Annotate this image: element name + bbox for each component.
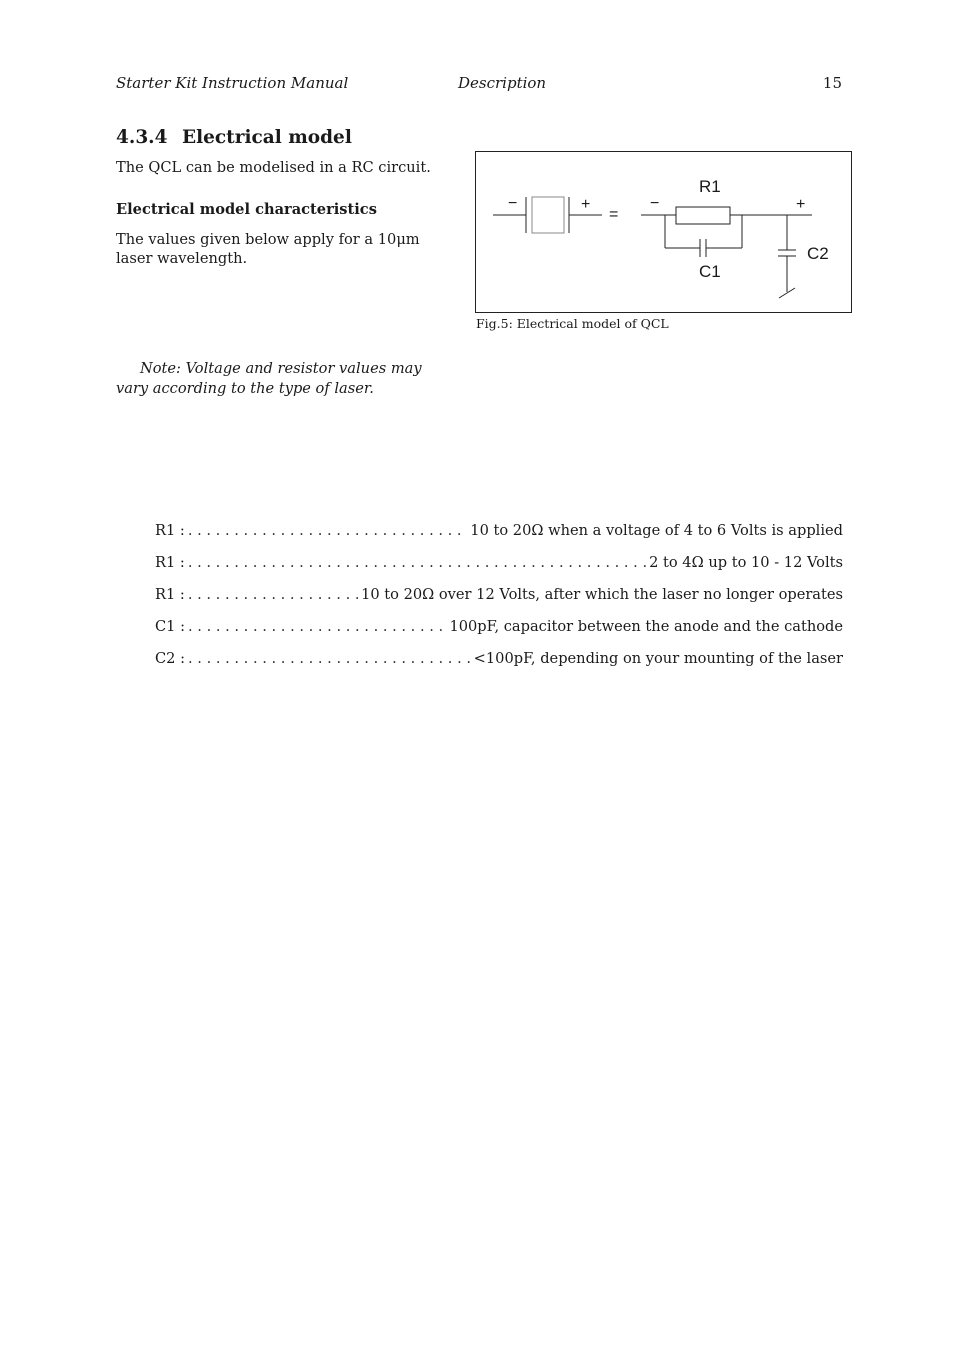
intro-paragraph: The QCL can be modelised in a RC circuit.	[116, 159, 431, 176]
qcl-body	[532, 197, 564, 233]
circuit-diagram	[476, 152, 851, 312]
label-c2: C2	[807, 244, 829, 263]
dot-leader	[188, 522, 467, 539]
list-item	[155, 650, 843, 682]
section-title: Electrical model	[182, 127, 352, 148]
subheading: Electrical model characteristics	[116, 201, 377, 218]
label-equals: =	[609, 206, 619, 223]
item-value: 100pF, capacitor between the anode and the cathode	[449, 618, 843, 635]
item-label: R1 :	[155, 586, 185, 603]
item-value: 2 to 4Ω up to 10 - 12 Volts	[649, 554, 843, 571]
label-c1: C1	[699, 262, 721, 281]
item-value: 10 to 20Ω when a voltage of 4 to 6 Volts is applied	[470, 522, 843, 539]
running-header-section: Description	[458, 74, 547, 92]
note-paragraph: Note: Voltage and resistor values may vary according to the type of laser.	[116, 360, 422, 397]
item-label: C2 :	[155, 650, 186, 667]
item-label: C1 :	[155, 618, 186, 635]
list-item	[155, 586, 843, 618]
label-minus-right: −	[650, 195, 660, 212]
figure-caption: Fig.5: Electrical model of QCL	[476, 316, 669, 331]
running-header-title: Starter Kit Instruction Manual	[116, 74, 349, 92]
dot-leader	[188, 650, 471, 667]
list-item	[155, 618, 843, 650]
item-label: R1 :	[155, 522, 185, 539]
label-minus-left: −	[508, 195, 518, 212]
label-plus-right: +	[796, 196, 806, 213]
item-value: 10 to 20Ω over 12 Volts, after which the laser no longer operates	[361, 586, 843, 603]
values-paragraph: The values given below apply for a 10μm laser wavelength.	[116, 231, 420, 267]
list-item	[155, 554, 843, 586]
page-number: 15	[822, 74, 842, 92]
list-item	[155, 522, 843, 554]
dot-leader	[188, 618, 446, 635]
section-heading	[116, 127, 352, 148]
item-value: <100pF, depending on your mounting of the laser	[473, 650, 843, 667]
label-r1: R1	[699, 177, 721, 196]
item-label: R1 :	[155, 554, 185, 571]
label-plus-left: +	[581, 196, 591, 213]
section-number: 4.3.4	[116, 127, 168, 148]
dot-leader	[188, 586, 358, 603]
circuit-figure	[475, 151, 852, 313]
characteristics-list	[155, 522, 843, 682]
resistor-r1	[676, 207, 730, 224]
dot-leader	[188, 554, 646, 571]
